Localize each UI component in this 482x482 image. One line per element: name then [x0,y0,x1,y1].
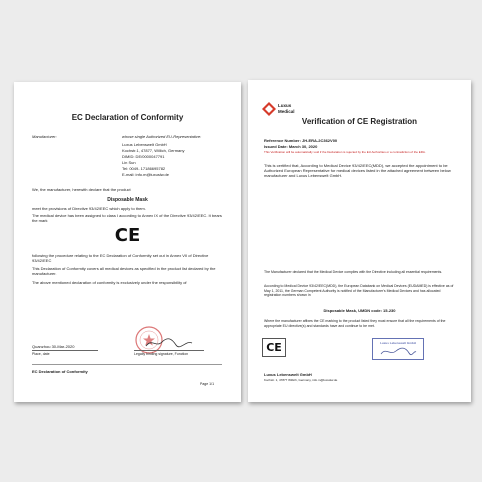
document-title: Verification of CE Registration [301,117,418,126]
rep-line-company: Luxus Lebenswelt GmbH [122,142,167,147]
declare-line: We, the manufacturer, herewith declare that the product [32,187,131,192]
place-date-value: Quanzhou 30-Mar-2020 [32,344,75,349]
manufacturer-label: Manufacturer: [32,134,57,139]
place-date-label: Place, date [32,352,50,356]
marking-text: Where the manufacturer affixes the CE marking to the product listed they must ensure that all the requirements of the appropriate EU directive(s) and standards have and continue to be met. [264,319,446,328]
luxus-logo-icon [262,102,276,116]
ec-declaration-document [14,82,241,402]
place-date-line [32,350,98,351]
logo-name: Luxus [278,103,292,108]
issued-date: Issued Date: March 30, 2020 [264,144,318,149]
ce-mark: CE [266,341,282,354]
product-name: Disposable Mask [107,197,148,203]
company-address: Kochstr. 1, 47877 Willich, Germany, info.m@luxuslw.de [264,378,338,382]
responsibility-text: The above mentioned declaration of conformity is exclusively under the responsibility of [32,280,187,285]
representative-label: whose single Authorized EU-Representative: [122,134,202,139]
stamp-text: Luxus Lebenswelt GmbH [380,341,416,345]
ce-mark: CE [114,225,141,246]
page-number: Page 1/1 [200,382,215,386]
rep-line-phone: Tel: 0049- 17186695782 [122,166,166,171]
signature-label: Legally binding signature, Function [134,352,189,356]
stamp-signature [379,346,417,357]
ce-verification-document [248,80,471,402]
rep-line-email: E-mail: info.m@luxuslw.de [122,172,169,177]
compliance-text: The Manufacturer declared that the Medical Device complies with the Directive including all essential requirements. [264,270,443,274]
footer-title: EC Declaration of Conformity [32,369,88,374]
rep-line-address: Kochstr.1, 47877, Willich, Germany [122,148,185,153]
provisions-text: meet the provisions of Directive 93/42/EEC which apply to them. [32,206,146,211]
coverage-text: This Declaration of Conformity covers all medical devices as specified in the product list declared by the manufacturer. [32,266,216,276]
ce-mark-box [262,338,286,357]
void-note: This Verification will be automatically void if the Declaration is rejected by the EU Authorities or a contradiction of the ERA. [264,150,426,154]
signature-line [134,350,204,351]
rep-line-dimid: DIMID: DE/0000047791 [122,154,165,159]
document-title: EC Declaration of Conformity [71,113,184,122]
logo-subtitle: Medical [278,109,295,114]
handwritten-signature [144,336,194,350]
footer-divider [32,364,222,365]
certification-text: This is certified that, According to Medical Device 93/42/EEC(MDD), we accepted the appointment to be Authorized European Representative for medical devices listed in the attached agreement between below manufacturer and Luxus Lebenswelt GmbH. [264,163,451,178]
procedure-text: following the procedure relating to the EC Declaration of Conformity set out in Annex VII of Directive 93/42/EEC [32,253,209,263]
company-name: Luxus Lebenswelt GmbH [264,372,312,377]
product-line: Disposable Mask, UMDN code: 15-230 [323,308,396,313]
classification-text: The medical device has been assigned to class I according to Annex IX of the Directive 93/42/EEC. It bears the mark [32,213,222,223]
company-stamp [372,338,424,360]
reference-number: Reference Number: JH-ERA-2C362V00 [264,138,338,143]
rep-line-contact: Lin Sun [122,160,136,165]
eudamed-text: According to Medical Device 93/42/EEC(MDD), the European Databank on Medical Devices (EUDAMED) is effective as of May 1, 2011, the German Competent Authority is notified of the Manufacturer's Medical Devices and has allocated registration numbers shown in [264,284,454,297]
